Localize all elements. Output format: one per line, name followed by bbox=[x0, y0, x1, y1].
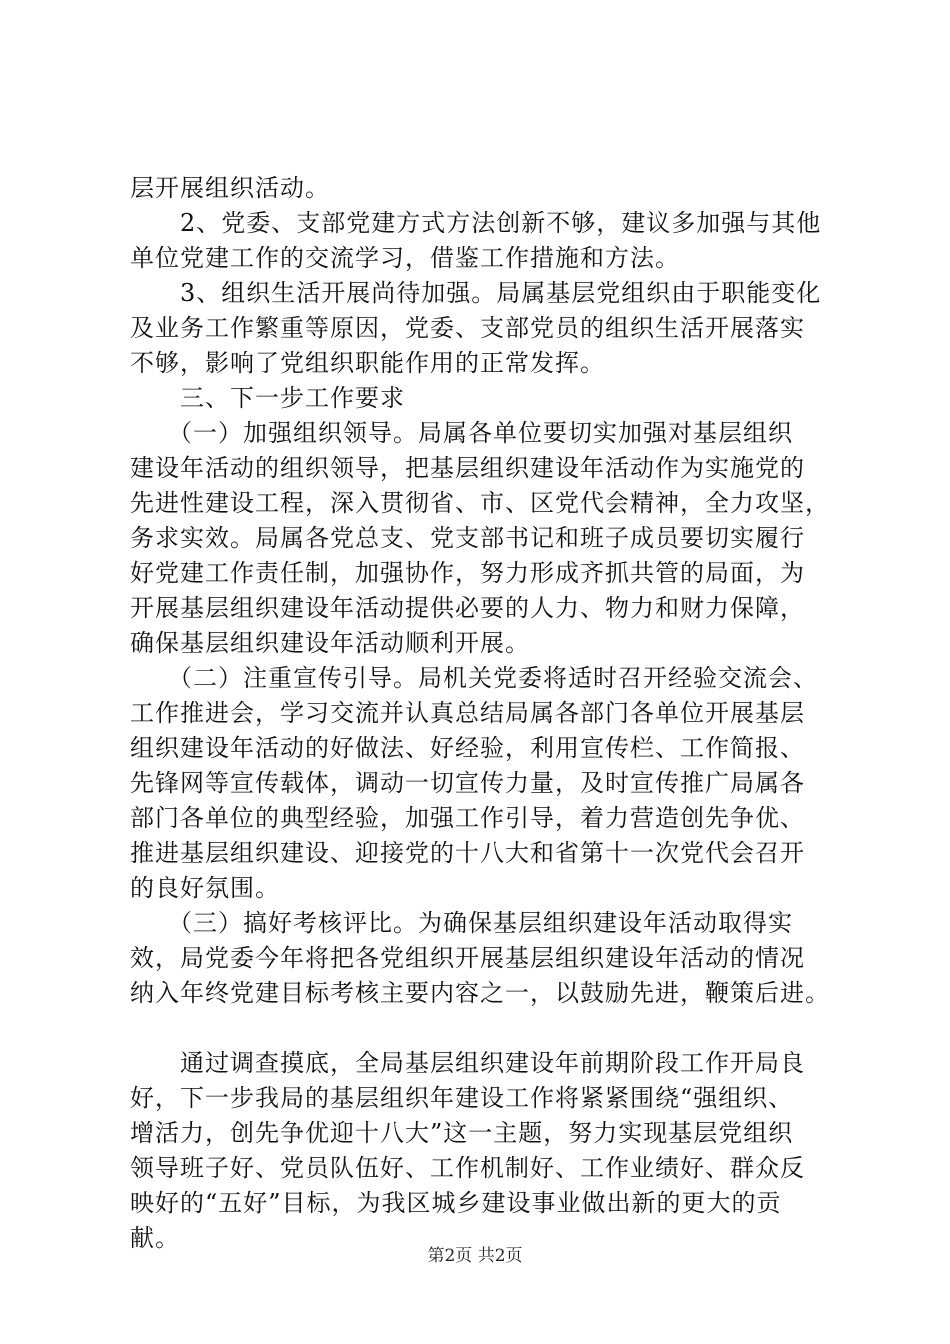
text-line: 先锋网等宣传载体，调动一切宣传力量，及时宣传推广局属各 bbox=[130, 769, 805, 797]
closing-text-line: 好，下一步我局的基层组织年建设工作将紧紧围绕“强组织、 bbox=[130, 1084, 794, 1112]
closing-text-line: 献。 bbox=[130, 1224, 180, 1252]
text-line: （一）加强组织领导。局属各单位要切实加强对基层组织 bbox=[130, 419, 793, 447]
text-line: 单位党建工作的交流学习，借鉴工作措施和方法。 bbox=[130, 244, 680, 272]
text-line: 推进基层组织建设、迎接党的十八大和省第十一次党代会召开 bbox=[130, 839, 805, 867]
text-line: 3、组织生活开展尚待加强。局属基层党组织由于职能变化 bbox=[130, 279, 822, 307]
text-line: 工作推进会，学习交流并认真总结局属各部门各单位开展基层 bbox=[130, 699, 805, 727]
text-line: 的良好氛围。 bbox=[130, 874, 280, 902]
closing-text-line: 映好的“五好”目标，为我区城乡建设事业做出新的更大的贡 bbox=[130, 1189, 782, 1217]
text-line: 建设年活动的组织领导，把基层组织建设年活动作为实施党的 bbox=[130, 454, 805, 482]
text-line: 好党建工作责任制，加强协作，努力形成齐抓共管的局面，为 bbox=[130, 559, 805, 587]
text-line: 不够，影响了党组织职能作用的正常发挥。 bbox=[130, 349, 605, 377]
text-line: 纳入年终党建目标考核主要内容之一，以鼓励先进，鞭策后进。 bbox=[130, 979, 830, 1007]
section-heading: 三、下一步工作要求 bbox=[130, 384, 405, 412]
text-line: 开展基层组织建设年活动提供必要的人力、物力和财力保障， bbox=[130, 594, 805, 622]
closing-text-line: 领导班子好、党员队伍好、工作机制好、工作业绩好、群众反 bbox=[130, 1154, 805, 1182]
text-line: 效，局党委今年将把各党组织开展基层组织建设年活动的情况 bbox=[130, 944, 805, 972]
paragraph-gap bbox=[130, 1011, 860, 1046]
text-line: 2、党委、支部党建方式方法创新不够，建议多加强与其他 bbox=[130, 209, 822, 237]
text-line: 部门各单位的典型经验，加强工作引导，着力营造创先争优、 bbox=[130, 804, 805, 832]
closing-text-line: 通过调查摸底，全局基层组织建设年前期阶段工作开局良 bbox=[130, 1049, 805, 1077]
text-line: 务求实效。局属各党总支、党支部书记和班子成员要切实履行 bbox=[130, 524, 805, 552]
closing-text-line: 增活力，创先争优迎十八大”这一主题，努力实现基层党组织 bbox=[130, 1119, 794, 1147]
document-body bbox=[130, 171, 860, 1256]
text-line: 先进性建设工程，深入贯彻省、市、区党代会精神，全力攻坚， bbox=[130, 489, 830, 517]
text-line: 及业务工作繁重等原因，党委、支部党员的组织生活开展落实 bbox=[130, 314, 805, 342]
text-line: 层开展组织活动。 bbox=[130, 174, 330, 202]
text-line: （二）注重宣传引导。局机关党委将适时召开经验交流会、 bbox=[130, 664, 818, 692]
text-line: （三）搞好考核评比。为确保基层组织建设年活动取得实 bbox=[130, 909, 793, 937]
text-line: 确保基层组织建设年活动顺利开展。 bbox=[130, 629, 530, 657]
text-line: 组织建设年活动的好做法、好经验，利用宣传栏、工作简报、 bbox=[130, 734, 805, 762]
page-number: 第2页 共2页 bbox=[427, 1246, 523, 1266]
